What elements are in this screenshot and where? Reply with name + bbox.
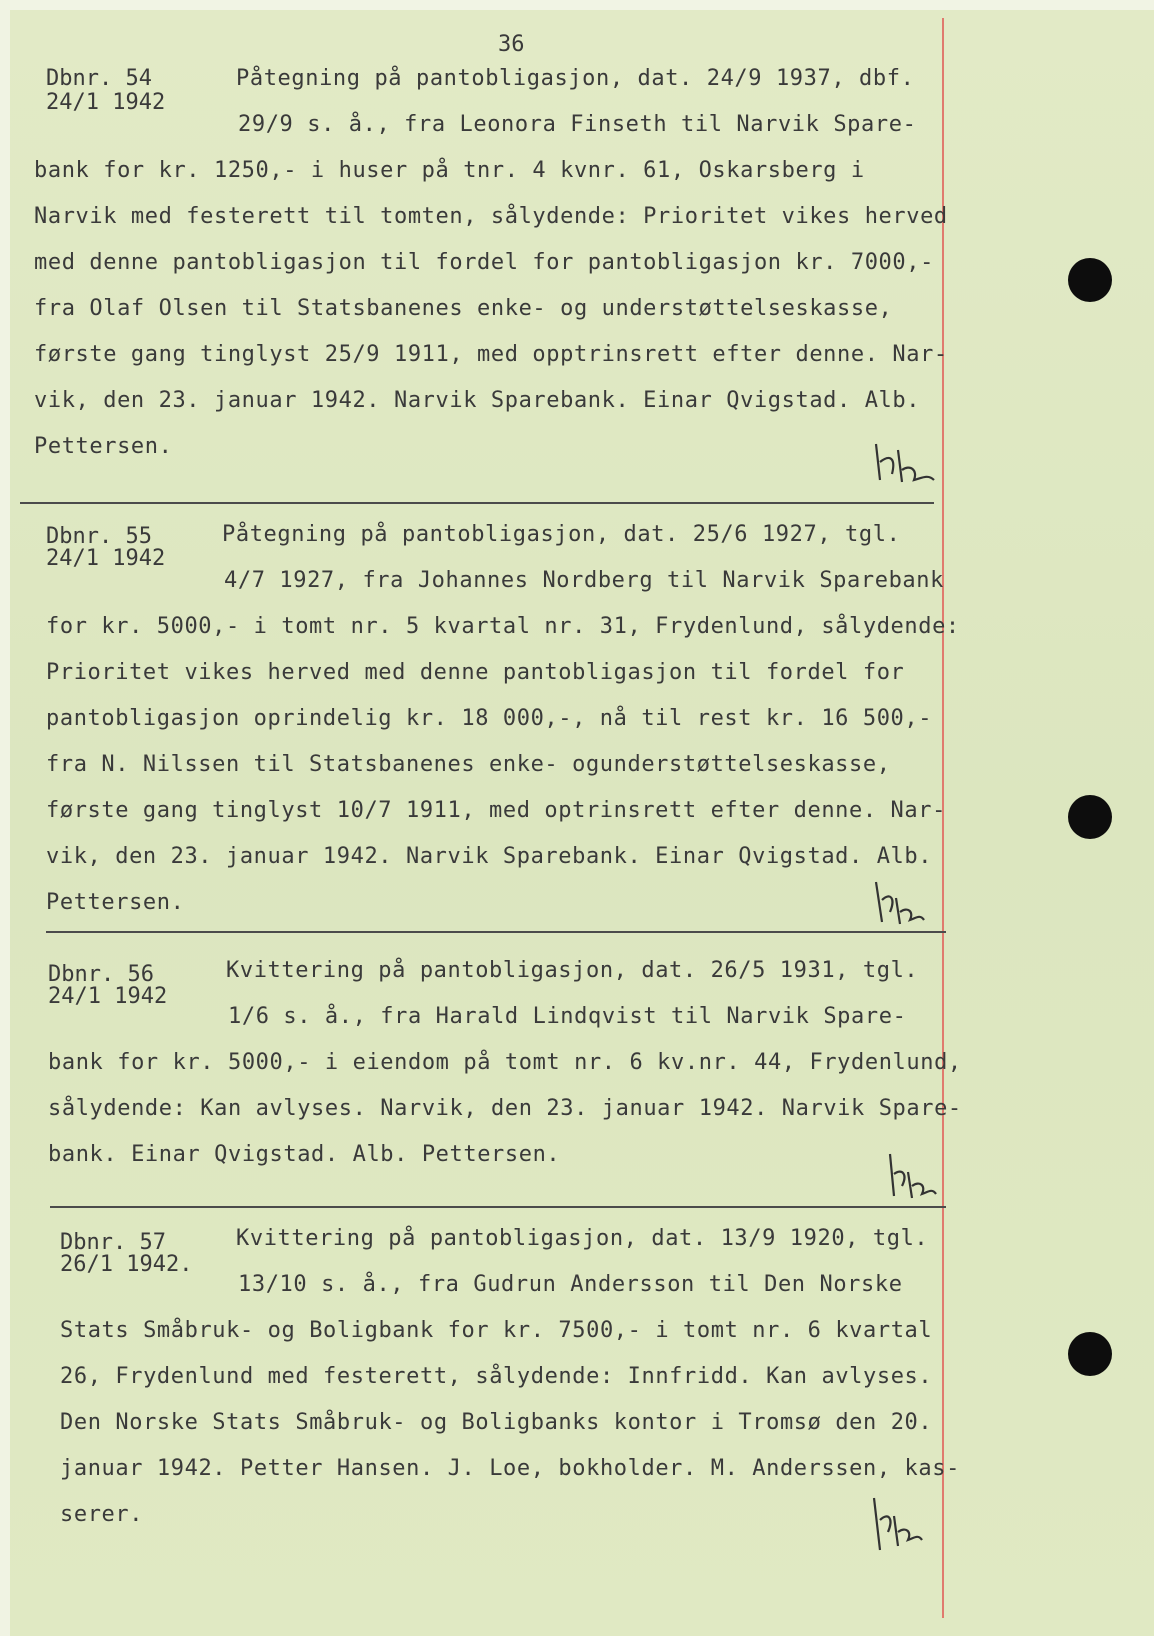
entry-text-line: 1/6 s. å., fra Harald Lindqvist til Narvik Spare- — [228, 1004, 907, 1029]
entry-text-line: 26, Frydenlund med festerett, sålydende: Innfridd. Kan avlyses. — [60, 1364, 933, 1389]
entry-text-line: 29/9 s. å., fra Leonora Finseth til Narvik Spare- — [238, 112, 917, 137]
entry-text-line: første gang tinglyst 10/7 1911, med optrinsrett efter denne. Nar- — [46, 798, 946, 823]
entry-date: 24/1 1942 — [46, 546, 166, 571]
entry-text-line: vik, den 23. januar 1942. Narvik Sparebank. Einar Qvigstad. Alb. — [34, 388, 921, 413]
handwritten-initials — [864, 1490, 924, 1560]
entry-text-line: 13/10 s. å., fra Gudrun Andersson til Den Norske — [238, 1272, 903, 1297]
paper-edge-left — [0, 0, 10, 1636]
entry-text-line: sålydende: Kan avlyses. Narvik, den 23. januar 1942. Narvik Spare- — [48, 1096, 962, 1121]
entry-number: Dbnr. 56 — [48, 962, 154, 987]
entry-text-line: Påtegning på pantobligasjon, dat. 25/6 1927, tgl. — [222, 522, 901, 547]
entry-text-line: pantobligasjon oprindelig kr. 18 000,-, nå til rest kr. 16 500,- — [46, 706, 933, 731]
entry-number: Dbnr. 57 — [60, 1230, 166, 1255]
entry-divider — [46, 931, 946, 933]
entry-text-line: Kvittering på pantobligasjon, dat. 26/5 1931, tgl. — [226, 958, 919, 983]
binder-hole-icon — [1068, 795, 1112, 839]
entry-text-line: januar 1942. Petter Hansen. J. Loe, bokholder. M. Anderssen, kas- — [60, 1456, 960, 1481]
entry-number: Dbnr. 54 — [46, 66, 152, 91]
page-number: 36 — [498, 32, 525, 57]
entry-date: 24/1 1942 — [48, 984, 168, 1009]
entry-text-line: Kvittering på pantobligasjon, dat. 13/9 1920, tgl. — [236, 1226, 929, 1251]
entry-divider — [20, 502, 934, 504]
entry-text-line: Prioritet vikes herved med denne pantobligasjon til fordel for — [46, 660, 905, 685]
entry-text-line: serer. — [60, 1502, 144, 1527]
entry-text-line: Stats Småbruk- og Boligbank for kr. 7500,- i tomt nr. 6 kvartal — [60, 1318, 933, 1343]
paper-edge-top — [0, 0, 1154, 10]
handwritten-initials — [882, 1148, 942, 1208]
entry-number: Dbnr. 55 — [46, 524, 152, 549]
entry-text-line: fra N. Nilssen til Statsbanenes enke- ogunderstøttelseskasse, — [46, 752, 891, 777]
handwritten-initials — [870, 434, 940, 494]
binder-hole-icon — [1068, 1332, 1112, 1376]
entry-text-line: med denne pantobligasjon til fordel for pantobligasjon kr. 7000,- — [34, 250, 934, 275]
entry-text-line: Den Norske Stats Småbruk- og Boligbanks kontor i Tromsø den 20. — [60, 1410, 933, 1435]
entry-text-line: Pettersen. — [46, 890, 185, 915]
entry-text-line: vik, den 23. januar 1942. Narvik Sparebank. Einar Qvigstad. Alb. — [46, 844, 933, 869]
entry-text-line: Narvik med festerett til tomten, sålydende: Prioritet vikes herved — [34, 204, 948, 229]
entry-text-line: Pettersen. — [34, 434, 173, 459]
entry-divider — [50, 1206, 946, 1208]
entry-date: 24/1 1942 — [46, 90, 166, 115]
entry-text-line: 4/7 1927, fra Johannes Nordberg til Narvik Sparebank — [224, 568, 944, 593]
entry-text-line: for kr. 5000,- i tomt nr. 5 kvartal nr. 31, Frydenlund, sålydende: — [46, 614, 960, 639]
binder-hole-icon — [1068, 258, 1112, 302]
entry-text-line: bank for kr. 1250,- i huser på tnr. 4 kvnr. 61, Oskarsberg i — [34, 158, 865, 183]
entry-text-line: bank for kr. 5000,- i eiendom på tomt nr. 6 kv.nr. 44, Frydenlund, — [48, 1050, 962, 1075]
entry-text-line: Påtegning på pantobligasjon, dat. 24/9 1937, dbf. — [236, 66, 915, 91]
handwritten-initials — [868, 874, 928, 934]
entry-text-line: første gang tinglyst 25/9 1911, med opptrinsrett efter denne. Nar- — [34, 342, 948, 367]
entry-text-line: fra Olaf Olsen til Statsbanenes enke- og understøttelseskasse, — [34, 296, 893, 321]
entry-text-line: bank. Einar Qvigstad. Alb. Pettersen. — [48, 1142, 561, 1167]
entry-date: 26/1 1942. — [60, 1252, 193, 1277]
